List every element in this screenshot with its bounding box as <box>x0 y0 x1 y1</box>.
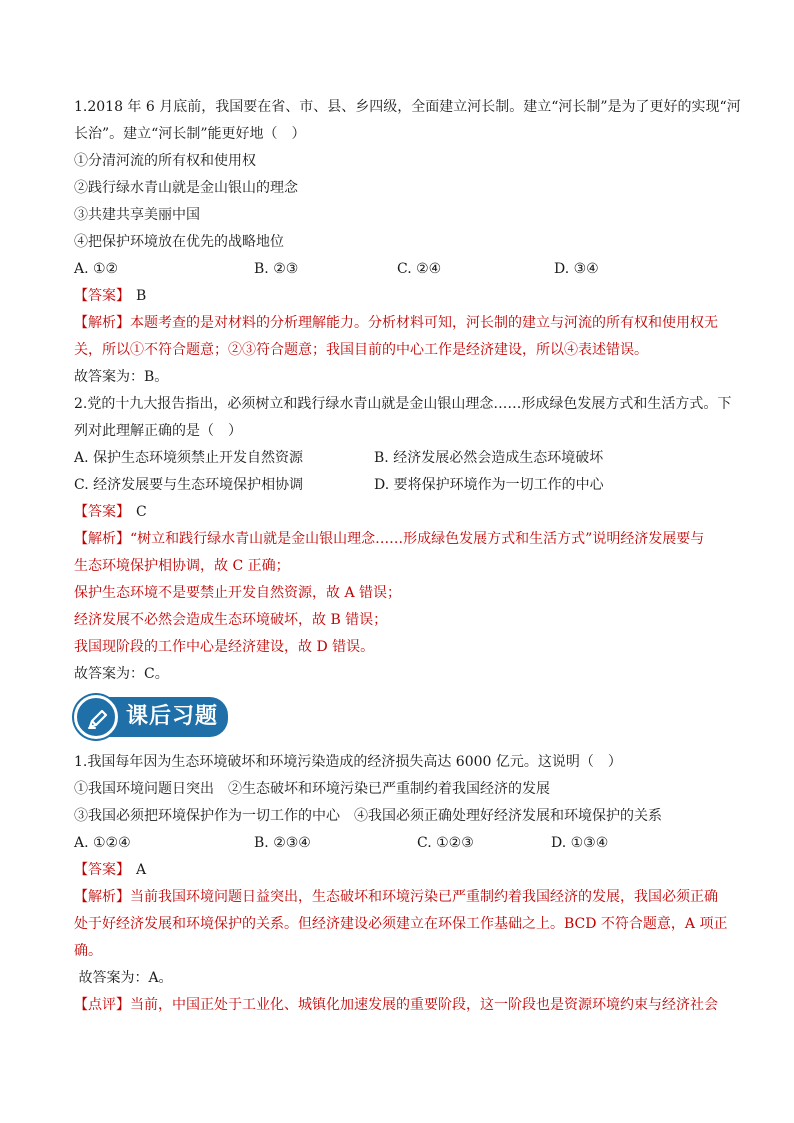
q2-analysis-line3: 保护生态环境不是要禁止开发自然资源，故 A 错误； <box>74 585 402 601</box>
q2-option-a: A. 保护生态环境须禁止开发自然资源 <box>74 450 304 466</box>
q1-analysis-line2: 关，所以①不符合题意；②③符合题意；我国目前的中心工作是经济建设，所以④表述错误。 <box>74 342 648 358</box>
q1-item-3: ③共建共享美丽中国 <box>74 207 200 223</box>
q3-analysis-line3: 确。 <box>74 943 102 959</box>
q1-item-2: ②践行绿水青山就是金山银山的理念 <box>74 180 298 196</box>
q2-answer-tag: 【答案】 <box>74 504 130 520</box>
q1-item-4: ④把保护环境放在优先的战略地位 <box>74 234 284 250</box>
q1-option-d: D. ③④ <box>554 261 599 277</box>
q2-analysis-line5: 我国现阶段的工作中心是经济建设，故 D 错误。 <box>74 639 375 655</box>
q1-answer <box>74 286 146 306</box>
q1-stem-line1: 1.2018 年 6 月底前，我国要在省、市、县、乡四级，全面建立河长制。建立“河长制”是为了更好的实现“河 <box>74 99 741 115</box>
q1-analysis-tag: 【解析】 <box>74 315 130 331</box>
q1-answer-value: B <box>136 288 147 304</box>
q2-stem-line1: 2.党的十九大报告指出，必须树立和践行绿水青山就是金山银山理念……形成绿色发展方式和生活方式。下 <box>74 396 732 412</box>
q3-comment-text1: 当前，中国正处于工业化、城镇化加速发展的重要阶段，这一阶段也是资源环境约束与经济社会 <box>130 997 718 1013</box>
q3-comment-tag: 【点评】 <box>74 997 130 1013</box>
q2-analysis-line4: 经济发展不必然会造成生态环境破坏，故 B 错误； <box>74 612 388 628</box>
q1-option-a: A. ①② <box>74 261 119 277</box>
q3-answer <box>74 860 146 880</box>
q1-stem-line2: 长治”。建立“河长制”能更好地（ ） <box>74 126 306 142</box>
q3-analysis-line1 <box>74 887 718 907</box>
q2-analysis-line2: 生态环境保护相协调，故 C 正确； <box>74 558 290 574</box>
q2-conclusion: 故答案为：C。 <box>74 666 169 682</box>
q3-option-b: B. ②③④ <box>254 835 311 851</box>
banner-icon-badge <box>74 695 118 739</box>
q1-answer-tag: 【答案】 <box>74 288 130 304</box>
q3-analysis-text1: 当前我国环境问题日益突出，生态破坏和环境污染已严重制约着我国经济的发展，我国必须正确 <box>130 889 718 905</box>
q1-item-1: ①分清河流的所有权和使用权 <box>74 153 256 169</box>
q3-conclusion: 故答案为：A。 <box>74 970 173 986</box>
pencil-icon <box>86 707 110 731</box>
q2-option-d: D. 要将保护环境作为一切工作的中心 <box>374 477 604 493</box>
q2-stem-line2: 列对此理解正确的是（ ） <box>74 423 242 439</box>
q3-option-d: D. ①③④ <box>551 835 609 851</box>
q3-analysis-line2: 处于好经济发展和环境保护的关系。但经济建设必须建立在环保工作基础之上。BCD 不符合题意，A 项正 <box>74 916 728 932</box>
q2-answer-value: C <box>136 504 147 520</box>
section-title: 课后习题 <box>126 704 219 729</box>
q3-option-c: C. ①②③ <box>417 835 474 851</box>
q1-conclusion: 故答案为：B。 <box>74 369 169 385</box>
section-banner <box>76 697 228 737</box>
q1-option-b: B. ②③ <box>254 261 299 277</box>
q3-comment-line1 <box>74 995 718 1015</box>
q2-analysis-text1: “树立和践行绿水青山就是金山银山理念……形成绿色发展方式和生活方式”说明经济发展要与 <box>130 531 705 547</box>
q1-analysis-text1: 本题考查的是对材料的分析理解能力。分析材料可知，河长制的建立与河流的所有权和使用权无 <box>130 315 718 331</box>
q3-answer-value: A <box>136 862 147 878</box>
q1-analysis-line1 <box>74 313 718 333</box>
q2-analysis-tag: 【解析】 <box>74 531 130 547</box>
q3-answer-tag: 【答案】 <box>74 862 130 878</box>
q2-option-c: C. 经济发展要与生态环境保护相协调 <box>74 477 304 493</box>
q3-stem: 1.我国每年因为生态环境破坏和环境污染造成的经济损失高达 6000 亿元。这说明（ ） <box>74 754 622 770</box>
q1-option-c: C. ②④ <box>397 261 442 277</box>
q3-analysis-tag: 【解析】 <box>74 889 130 905</box>
q2-analysis-line1 <box>74 529 704 549</box>
q3-items-line1: ①我国环境问题日突出 ②生态破坏和环境污染已严重制约着我国经济的发展 <box>74 781 550 797</box>
q3-option-a: A. ①②④ <box>74 835 131 851</box>
q2-option-b: B. 经济发展必然会造成生态环境破坏 <box>374 450 604 466</box>
q2-answer <box>74 502 147 522</box>
q3-items-line2: ③我国必须把环境保护作为一切工作的中心 ④我国必须正确处理好经济发展和环境保护的关系 <box>74 808 662 824</box>
